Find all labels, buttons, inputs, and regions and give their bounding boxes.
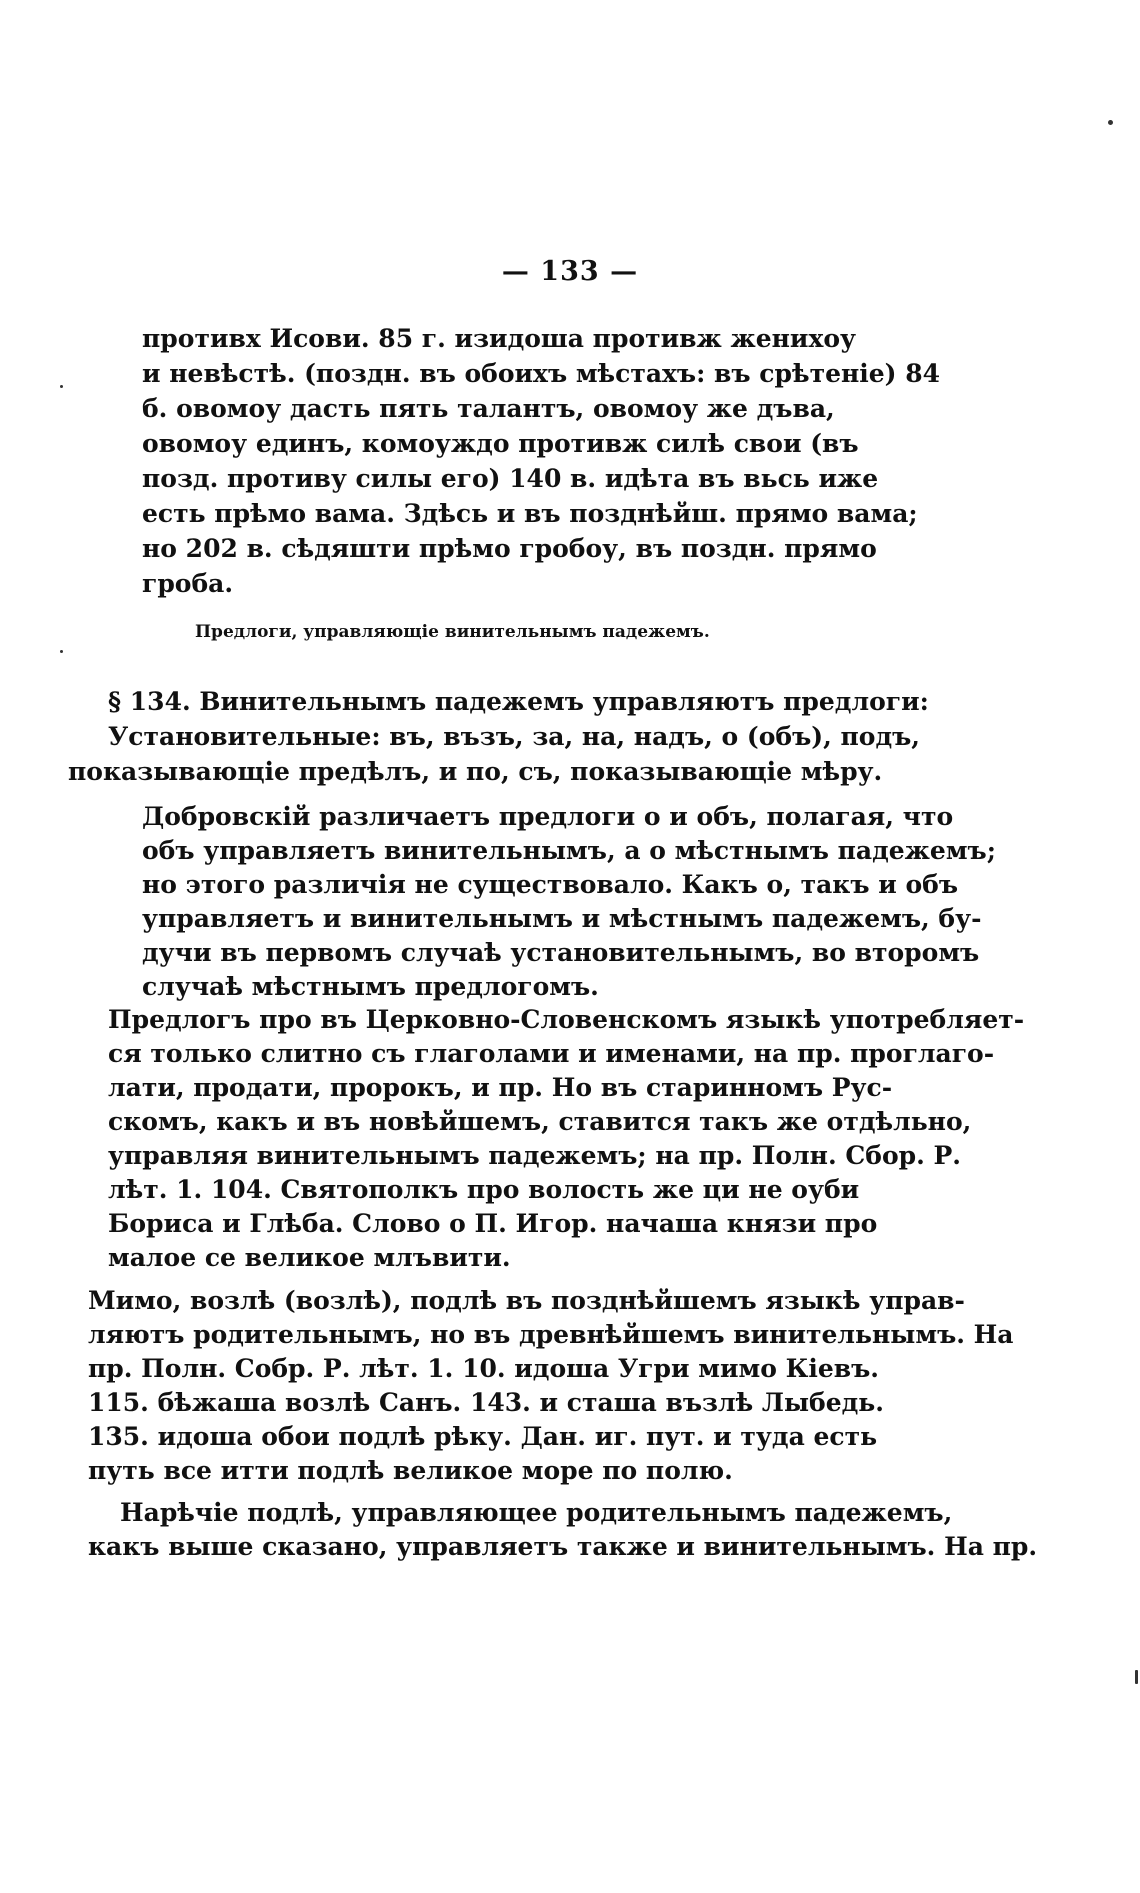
text-line: показывающіе предѣлъ, и по, съ, показывающіе мѣру. — [68, 757, 883, 786]
section-heading: Предлоги, управляющіе винительнымъ падежемъ. — [195, 622, 710, 642]
text-line: б. овомоу дасть пять талантъ, овомоу же дъва, — [142, 394, 835, 423]
text-line: малое се великое млъвити. — [108, 1243, 511, 1272]
text-line: путь все итти подлѣ великое море по полю. — [88, 1456, 733, 1485]
text-line: противх Исови. 85 г. изидоша противж жениxоу — [142, 324, 857, 353]
text-line: Добровскій различаетъ предлоги о и объ, полагая, что — [142, 802, 954, 831]
text-line: но этого различія не существовало. Какъ о, такъ и объ — [142, 870, 959, 899]
text-line: есть прѣмо вама. Здѣсь и въ позднѣйш. прямо вама; — [142, 499, 918, 528]
text-line: Нарѣчіе подлѣ, управляющее родительнымъ падежемъ, — [120, 1498, 953, 1527]
text-line: 135. идоша обои подлѣ рѣку. Дан. иг. пут. и туда есть — [88, 1422, 878, 1451]
text-line: управляетъ и винительнымъ и мѣстнымъ падежемъ, бу- — [142, 904, 982, 933]
text-line: лати, продати, пророкъ, и пр. Но въ старинномъ Рус- — [108, 1073, 893, 1102]
text-line: Бориса и Глѣба. Слово о П. Игор. начаша князи про — [108, 1209, 878, 1238]
scan-speck — [60, 650, 63, 653]
text-line: § 134. Винительнымъ падежемъ управляютъ предлоги: — [108, 687, 929, 716]
text-line: ся только слитно съ глаголами и именами, на пр. проглаго- — [108, 1039, 995, 1068]
text-line: Установительные: въ, възъ, за, на, надъ, о (объ), подъ, — [108, 722, 921, 751]
text-line: позд. противу силы его) 140 в. идѣта въ вьсь иже — [142, 464, 879, 493]
text-line: пр. Полн. Собр. Р. лѣт. 1. 10. идоша Угри мимо Кіевъ. — [88, 1354, 879, 1383]
text-line: случаѣ мѣстнымъ предлогомъ. — [142, 972, 599, 1001]
scan-speck — [1108, 120, 1113, 125]
page-number: — 133 — — [501, 256, 639, 287]
text-line: гроба. — [142, 569, 234, 598]
text-line: Мимо, возлѣ (возлѣ), подлѣ въ позднѣйшемъ языкѣ управ- — [88, 1286, 965, 1315]
text-line: Предлогъ про въ Церковно-Словенскомъ языкѣ употребляет- — [108, 1005, 1025, 1034]
text-line: овомоу единъ, комоуждо противж силѣ свои (въ — [142, 429, 859, 458]
text-line: какъ выше сказано, управляетъ также и винительнымъ. На пр. — [88, 1532, 1038, 1561]
text-line: но 202 в. сѣдяшти прѣмо гробоу, въ поздн. прямо — [142, 534, 877, 563]
scan-speck — [60, 385, 63, 388]
text-line: ляютъ родительнымъ, но въ древнѣйшемъ винительнымъ. На — [88, 1320, 1014, 1349]
text-line: и невѣстѣ. (поздн. въ обоихъ мѣстахъ: въ срѣтеніе) 84 — [142, 359, 940, 388]
text-line: лѣт. 1. 104. Святополкъ про волость же ци не оуби — [108, 1175, 860, 1204]
scan-speck — [1135, 1670, 1138, 1684]
text-line: скомъ, какъ и въ новѣйшемъ, ставится такъ же отдѣльно, — [108, 1107, 972, 1136]
text-line: объ управляетъ винительнымъ, а о мѣстнымъ падежемъ; — [142, 836, 996, 865]
text-line: 115. бѣжаша возлѣ Санъ. 143. и сташа възлѣ Лыбедь. — [88, 1388, 884, 1417]
text-line: дучи въ первомъ случаѣ установительнымъ, во второмъ — [142, 938, 980, 967]
text-line: управляя винительнымъ падежемъ; на пр. Полн. Сбор. Р. — [108, 1141, 962, 1170]
